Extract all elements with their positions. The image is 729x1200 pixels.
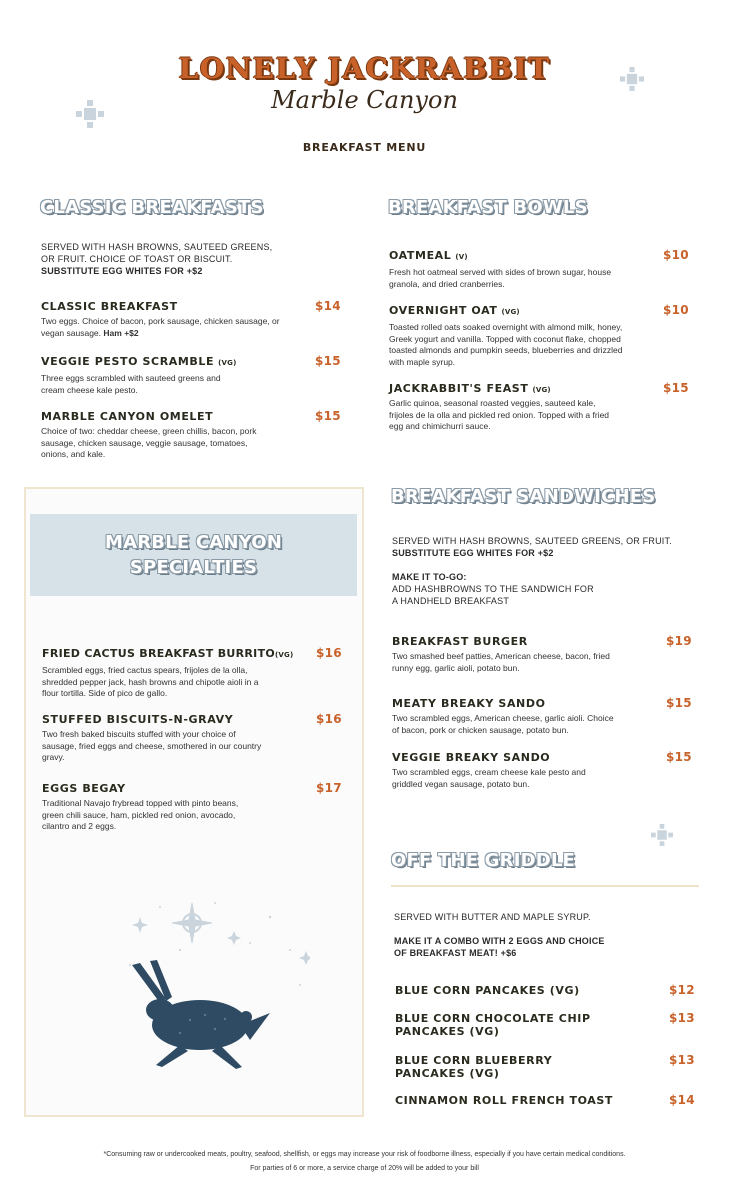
item-desc: Two smashed beef patties, American cheese, bacon, fried runny egg, garlic aioli, potato bun. — [392, 651, 610, 673]
brand-subtitle: Marble Canyon — [271, 86, 458, 114]
item-name: OVERNIGHT OAT (VG) — [389, 304, 520, 317]
item-desc: Three eggs scrambled with sauteed greens and cream cheese kale pesto. — [41, 373, 221, 395]
item-name: BREAKFAST BURGER — [392, 635, 528, 648]
combo-note — [394, 935, 694, 959]
brand-title: LONELY JACKRABBIT — [178, 52, 551, 85]
sparkle-icon — [651, 824, 673, 846]
item-name: FRIED CACTUS BREAKFAST BURRITO(VG) — [42, 647, 294, 660]
griddle-section-title: OFF THE GRIDDLE — [391, 850, 576, 871]
sandwiches-note — [392, 535, 702, 559]
combo-note-line: OF BREAKFAST MEAT! +$6 — [394, 948, 517, 958]
menu-item — [392, 751, 642, 790]
star-icon — [132, 917, 148, 933]
item-name: JACKRABBIT'S FEAST (VG) — [389, 382, 551, 395]
menu-item — [395, 1012, 615, 1038]
classic-note-line: OR FRUIT. CHOICE OF TOAST OR BISCUIT. — [41, 254, 233, 264]
item-desc: Toasted rolled oats soaked overnight with almond milk, honey, Greek yogurt and vanilla. Topped with coconut flake, chopped toasted almonds and pumpkin seeds, blueberries and drizzled with maple syrup. — [389, 322, 623, 367]
menu-title: BREAKFAST MENU — [302, 141, 427, 154]
specialties-section-title — [30, 530, 357, 580]
item-price: $15 — [315, 409, 341, 423]
item-name: STUFFED BISCUITS-N-GRAVY — [42, 713, 234, 726]
item-price: $15 — [663, 381, 689, 395]
classic-note-line: SERVED WITH HASH BROWNS, SAUTEED GREENS, — [41, 242, 273, 252]
item-desc: Garlic quinoa, seasonal roasted veggies, sauteed kale, frijoles de la olla and pickled red onion. Topped with a fried egg and chimichurri sauce. — [389, 398, 610, 431]
item-desc: Two fresh baked biscuits stuffed with your choice of sausage, fried eggs and cheese, smothered in our country gravy. — [42, 729, 262, 762]
item-price: $17 — [316, 781, 342, 795]
menu-item — [41, 410, 271, 461]
footer-service-charge: For parties of 6 or more, a service charge of 20% will be added to your bill — [250, 1165, 479, 1172]
star-icon — [299, 951, 310, 965]
classic-note — [41, 241, 341, 277]
specialties-title-line: SPECIALTIES — [129, 557, 258, 578]
menu-item — [389, 304, 644, 368]
menu-item — [389, 382, 639, 433]
menu-item — [395, 1054, 595, 1080]
togo-note-bold: MAKE IT TO-GO: — [392, 572, 467, 582]
item-name: CINNAMON ROLL FRENCH TOAST — [395, 1094, 614, 1107]
item-desc: Two scrambled eggs, American cheese, garlic aioli. Choice of bacon, pork or chicken sausage, potato bun. — [392, 713, 614, 735]
item-desc: Fresh hot oatmeal served with sides of brown sugar, house granola, and dried cranberries. — [389, 267, 612, 289]
menu-item — [42, 647, 312, 700]
menu-item — [41, 355, 291, 396]
menu-item — [392, 635, 642, 674]
item-desc: Two eggs. Choice of bacon, pork sausage, chicken sausage, or vegan sausage. Ham +$2 — [41, 316, 280, 338]
item-price: $10 — [663, 303, 689, 317]
item-name: OATMEAL (V) — [389, 249, 468, 262]
menu-item — [395, 1094, 655, 1107]
menu-item — [42, 713, 292, 764]
star-icon — [227, 931, 241, 945]
menu-item — [42, 782, 292, 833]
classic-section-title: CLASSIC BREAKFASTS — [40, 197, 264, 218]
sandwiches-note-line: SERVED WITH HASH BROWNS, SAUTEED GREENS, OR FRUIT. — [392, 536, 672, 546]
specialties-title-line: MARBLE CANYON — [104, 532, 283, 553]
bowls-section-title: BREAKFAST BOWLS — [388, 197, 588, 218]
menu-item — [389, 249, 639, 290]
item-name: CLASSIC BREAKFAST — [41, 300, 178, 313]
sandwiches-section-title: BREAKFAST SANDWICHES — [391, 486, 656, 507]
item-name: VEGGIE BREAKY SANDO — [392, 751, 551, 764]
item-price: $13 — [669, 1053, 695, 1067]
item-name: VEGGIE PESTO SCRAMBLE (VG) — [41, 355, 237, 368]
item-desc: Choice of two: cheddar cheese, green chillis, bacon, pork sausage, chicken sausage, veggie sausage, tomatoes, onions, and kale. — [41, 426, 257, 459]
menu-item — [41, 300, 291, 339]
item-price: $14 — [315, 299, 341, 313]
griddle-divider — [391, 885, 699, 887]
togo-note-line: ADD HASHBROWNS TO THE SANDWICH FOR — [392, 584, 594, 594]
item-price: $15 — [666, 750, 692, 764]
sandwiches-note-bold: SUBSTITUTE EGG WHITES FOR +$2 — [392, 548, 554, 558]
item-price: $14 — [669, 1093, 695, 1107]
item-name: BLUE CORN BLUEBERRY PANCAKES (VG) — [395, 1054, 553, 1080]
item-price: $16 — [316, 712, 342, 726]
item-price: $12 — [669, 983, 695, 997]
combo-note-line: MAKE IT A COMBO WITH 2 EGGS AND CHOICE — [394, 936, 605, 946]
togo-note — [392, 571, 692, 607]
item-price: $10 — [663, 248, 689, 262]
item-name: EGGS BEGAY — [42, 782, 126, 795]
menu-item — [392, 697, 642, 736]
item-price: $13 — [669, 1011, 695, 1025]
item-price: $16 — [316, 646, 342, 660]
togo-note-line: A HANDHELD BREAKFAST — [392, 596, 510, 606]
item-price: $15 — [666, 696, 692, 710]
item-name: MARBLE CANYON OMELET — [41, 410, 214, 423]
sparkle-icon — [172, 903, 212, 943]
classic-note-bold: SUBSTITUTE EGG WHITES FOR +$2 — [41, 266, 203, 276]
item-name: BLUE CORN PANCAKES (VG) — [395, 984, 580, 997]
item-price: $19 — [666, 634, 692, 648]
menu-item — [395, 984, 635, 997]
item-price: $15 — [315, 354, 341, 368]
jackrabbit-icon — [120, 895, 310, 1080]
item-desc: Two scrambled eggs, cream cheese kale pesto and griddled vegan sausage, potato bun. — [392, 767, 586, 789]
item-name: BLUE CORN CHOCOLATE CHIP PANCAKES (VG) — [395, 1012, 591, 1038]
griddle-note: SERVED WITH BUTTER AND MAPLE SYRUP. — [394, 912, 591, 922]
item-desc: Traditional Navajo frybread topped with pinto beans, green chili sauce, ham, pickled red onion, avocado, cilantro and 2 eggs. — [42, 798, 239, 831]
item-name: MEATY BREAKY SANDO — [392, 697, 546, 710]
footer-disclaimer: *Consuming raw or undercooked meats, poultry, seafood, shellfish, or eggs may increase your risk of foodborne illness, especially if you have certain medical conditions. — [103, 1151, 626, 1158]
item-desc: Scrambled eggs, fried cactus spears, frijoles de la olla, shredded pepper jack, hash browns and chipotle aioli in a flour tortilla. Side of pico de gallo. — [42, 665, 259, 698]
